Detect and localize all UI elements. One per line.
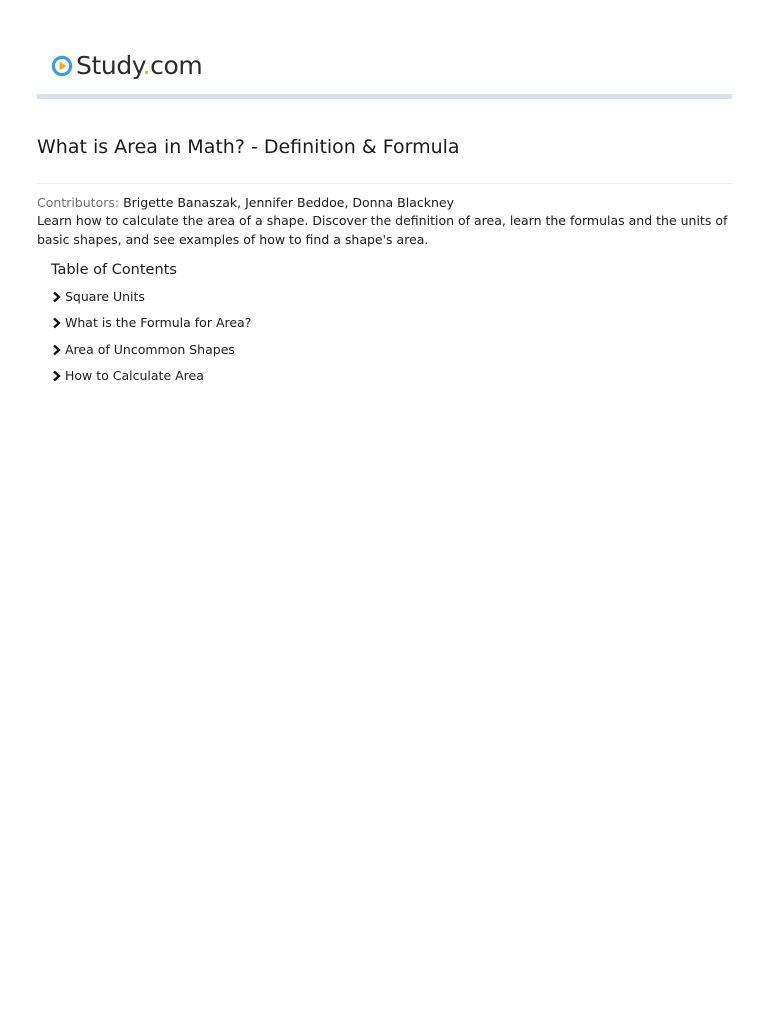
chevron-right-icon — [51, 344, 62, 356]
logo-dot: . — [142, 51, 151, 80]
chevron-right-icon — [51, 317, 62, 329]
contributors-line — [37, 193, 454, 212]
table-of-contents — [51, 259, 651, 383]
page-title: What is Area in Math? - Definition & Formula — [37, 136, 460, 158]
toc-item-label: Square Units — [65, 289, 145, 304]
toc-item-square-units[interactable] — [51, 287, 145, 307]
contributors-names: Brigette Banaszak, Jennifer Beddoe, Donna Blackney — [123, 195, 454, 210]
toc-item-calculate-area[interactable] — [51, 366, 204, 386]
header-divider — [37, 94, 732, 99]
toc-item-label: What is the Formula for Area? — [65, 315, 252, 330]
toc-item-uncommon-shapes[interactable] — [51, 340, 235, 360]
logo-wordmark — [76, 50, 202, 82]
toc-item-formula-for-area[interactable] — [51, 313, 251, 333]
logo-tld: com — [150, 51, 203, 80]
toc-heading: Table of Contents — [51, 262, 177, 278]
study-logo[interactable] — [51, 50, 202, 82]
chevron-right-icon — [51, 291, 62, 303]
toc-item-label: How to Calculate Area — [65, 368, 204, 383]
article-description: Learn how to calculate the area of a shape. Discover the definition of area, learn the formulas and the units of basic shapes, and see examples of how to find a shape's area. — [37, 213, 728, 247]
chevron-right-icon — [51, 370, 62, 382]
toc-item-label: Area of Uncommon Shapes — [65, 342, 235, 357]
title-divider — [37, 183, 732, 184]
logo-name: Study — [76, 51, 143, 80]
play-circle-icon — [51, 55, 73, 77]
contributors-label: Contributors: — [37, 195, 120, 210]
